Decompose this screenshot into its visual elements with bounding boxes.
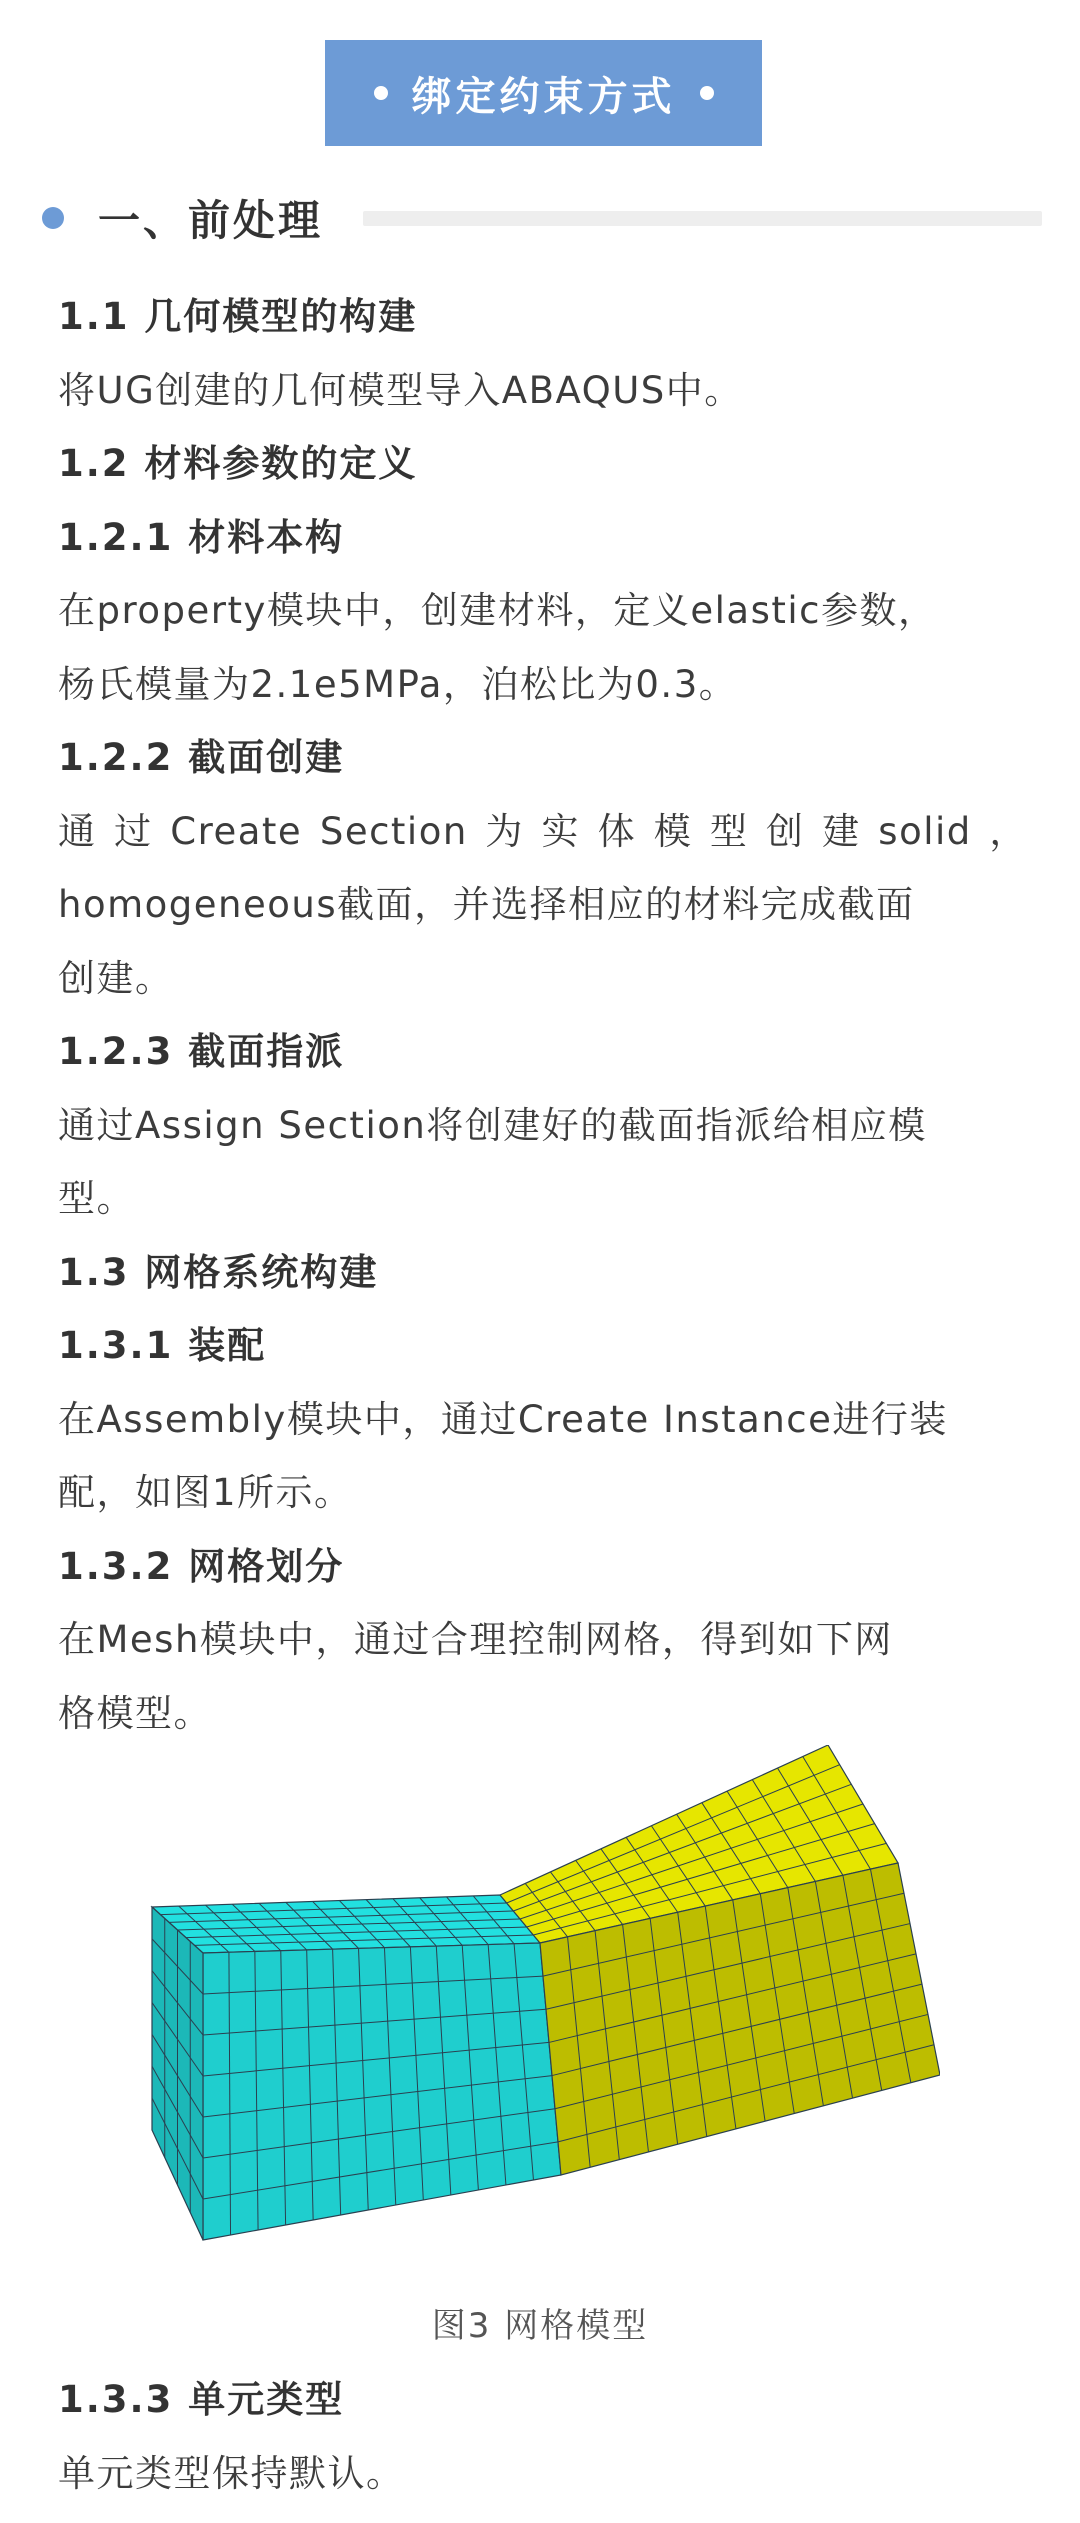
figure-caption: 图3 网格模型 xyxy=(431,2306,649,2346)
paragraph-1-3-2-line: 在Mesh模块中，通过合理控制网格，得到如下网 xyxy=(58,1618,893,1661)
paragraph-1-2-3-line: 通过Assign Section将创建好的截面指派给相应模 xyxy=(58,1103,927,1147)
justified-word: solid xyxy=(878,809,972,853)
paragraph-1-3-1-line: 配，如图1所示。 xyxy=(58,1471,353,1514)
heading-1-2-1: 1.2.1 材料本构 xyxy=(58,515,345,559)
section-bullet-icon xyxy=(42,207,64,229)
paragraph-1-3-3: 单元类型保持默认。 xyxy=(58,2451,405,2495)
paragraph-1-3-1-line: 在Assembly模块中，通过Create Instance进行装 xyxy=(58,1397,948,1441)
section-banner xyxy=(325,40,762,146)
justified-word: 型 xyxy=(709,809,749,853)
section-heading xyxy=(42,188,1042,248)
justified-word: 体 xyxy=(597,809,637,853)
justified-word: 通 xyxy=(58,809,97,853)
justified-word: ， xyxy=(989,809,1028,853)
heading-1-1: 1.1 几何模型的构建 xyxy=(58,295,418,338)
paragraph-1-2-1-line: 在property模块中，创建材料，定义elastic参数， xyxy=(58,589,937,632)
article-body-tail xyxy=(58,2363,1028,2510)
heading-1-2-2: 1.2.2 截面创建 xyxy=(58,736,345,779)
heading-1-3: 1.3 网格系统构建 xyxy=(58,1250,379,1294)
justified-word: 过 xyxy=(114,809,153,853)
section-title: 一、前处理 xyxy=(98,196,324,245)
heading-1-3-1: 1.3.1 装配 xyxy=(58,1324,267,1367)
justified-word: 模 xyxy=(653,809,693,853)
paragraph-1-2-3-line: 型。 xyxy=(58,1177,135,1220)
paragraph-1-2-2-line: homogeneous截面，并选择相应的材料完成截面 xyxy=(58,883,915,926)
justified-word: 实 xyxy=(541,809,581,853)
heading-1-3-2: 1.3.2 网格划分 xyxy=(58,1544,345,1588)
heading-1-3-3: 1.3.3 单元类型 xyxy=(58,2378,345,2421)
justified-word: 建 xyxy=(822,809,861,853)
paragraph-1-2-2-line xyxy=(58,795,1028,869)
paragraph-1-2-1-line: 杨氏模量为2.1e5MPa，泊松比为0.3。 xyxy=(58,662,738,706)
justified-word: Create xyxy=(170,809,303,853)
article-body xyxy=(58,280,1028,1750)
bullet-dot-icon xyxy=(374,86,388,100)
paragraph-1-1: 将UG创建的几何模型导入ABAQUS中。 xyxy=(58,368,743,412)
paragraph-1-2-2-line: 创建。 xyxy=(58,956,174,1000)
paragraph-1-3-2-line: 格模型。 xyxy=(58,1691,212,1735)
heading-1-2-3: 1.2.3 截面指派 xyxy=(58,1030,345,1073)
mesh-model-figure xyxy=(140,1745,940,2275)
justified-word: Section xyxy=(319,809,468,853)
banner-title: 绑定约束方式 xyxy=(411,73,676,120)
section-divider xyxy=(363,211,1042,226)
bullet-dot-icon xyxy=(700,86,714,100)
justified-word: 为 xyxy=(485,809,524,853)
heading-1-2: 1.2 材料参数的定义 xyxy=(58,442,418,485)
justified-word: 创 xyxy=(766,809,805,853)
